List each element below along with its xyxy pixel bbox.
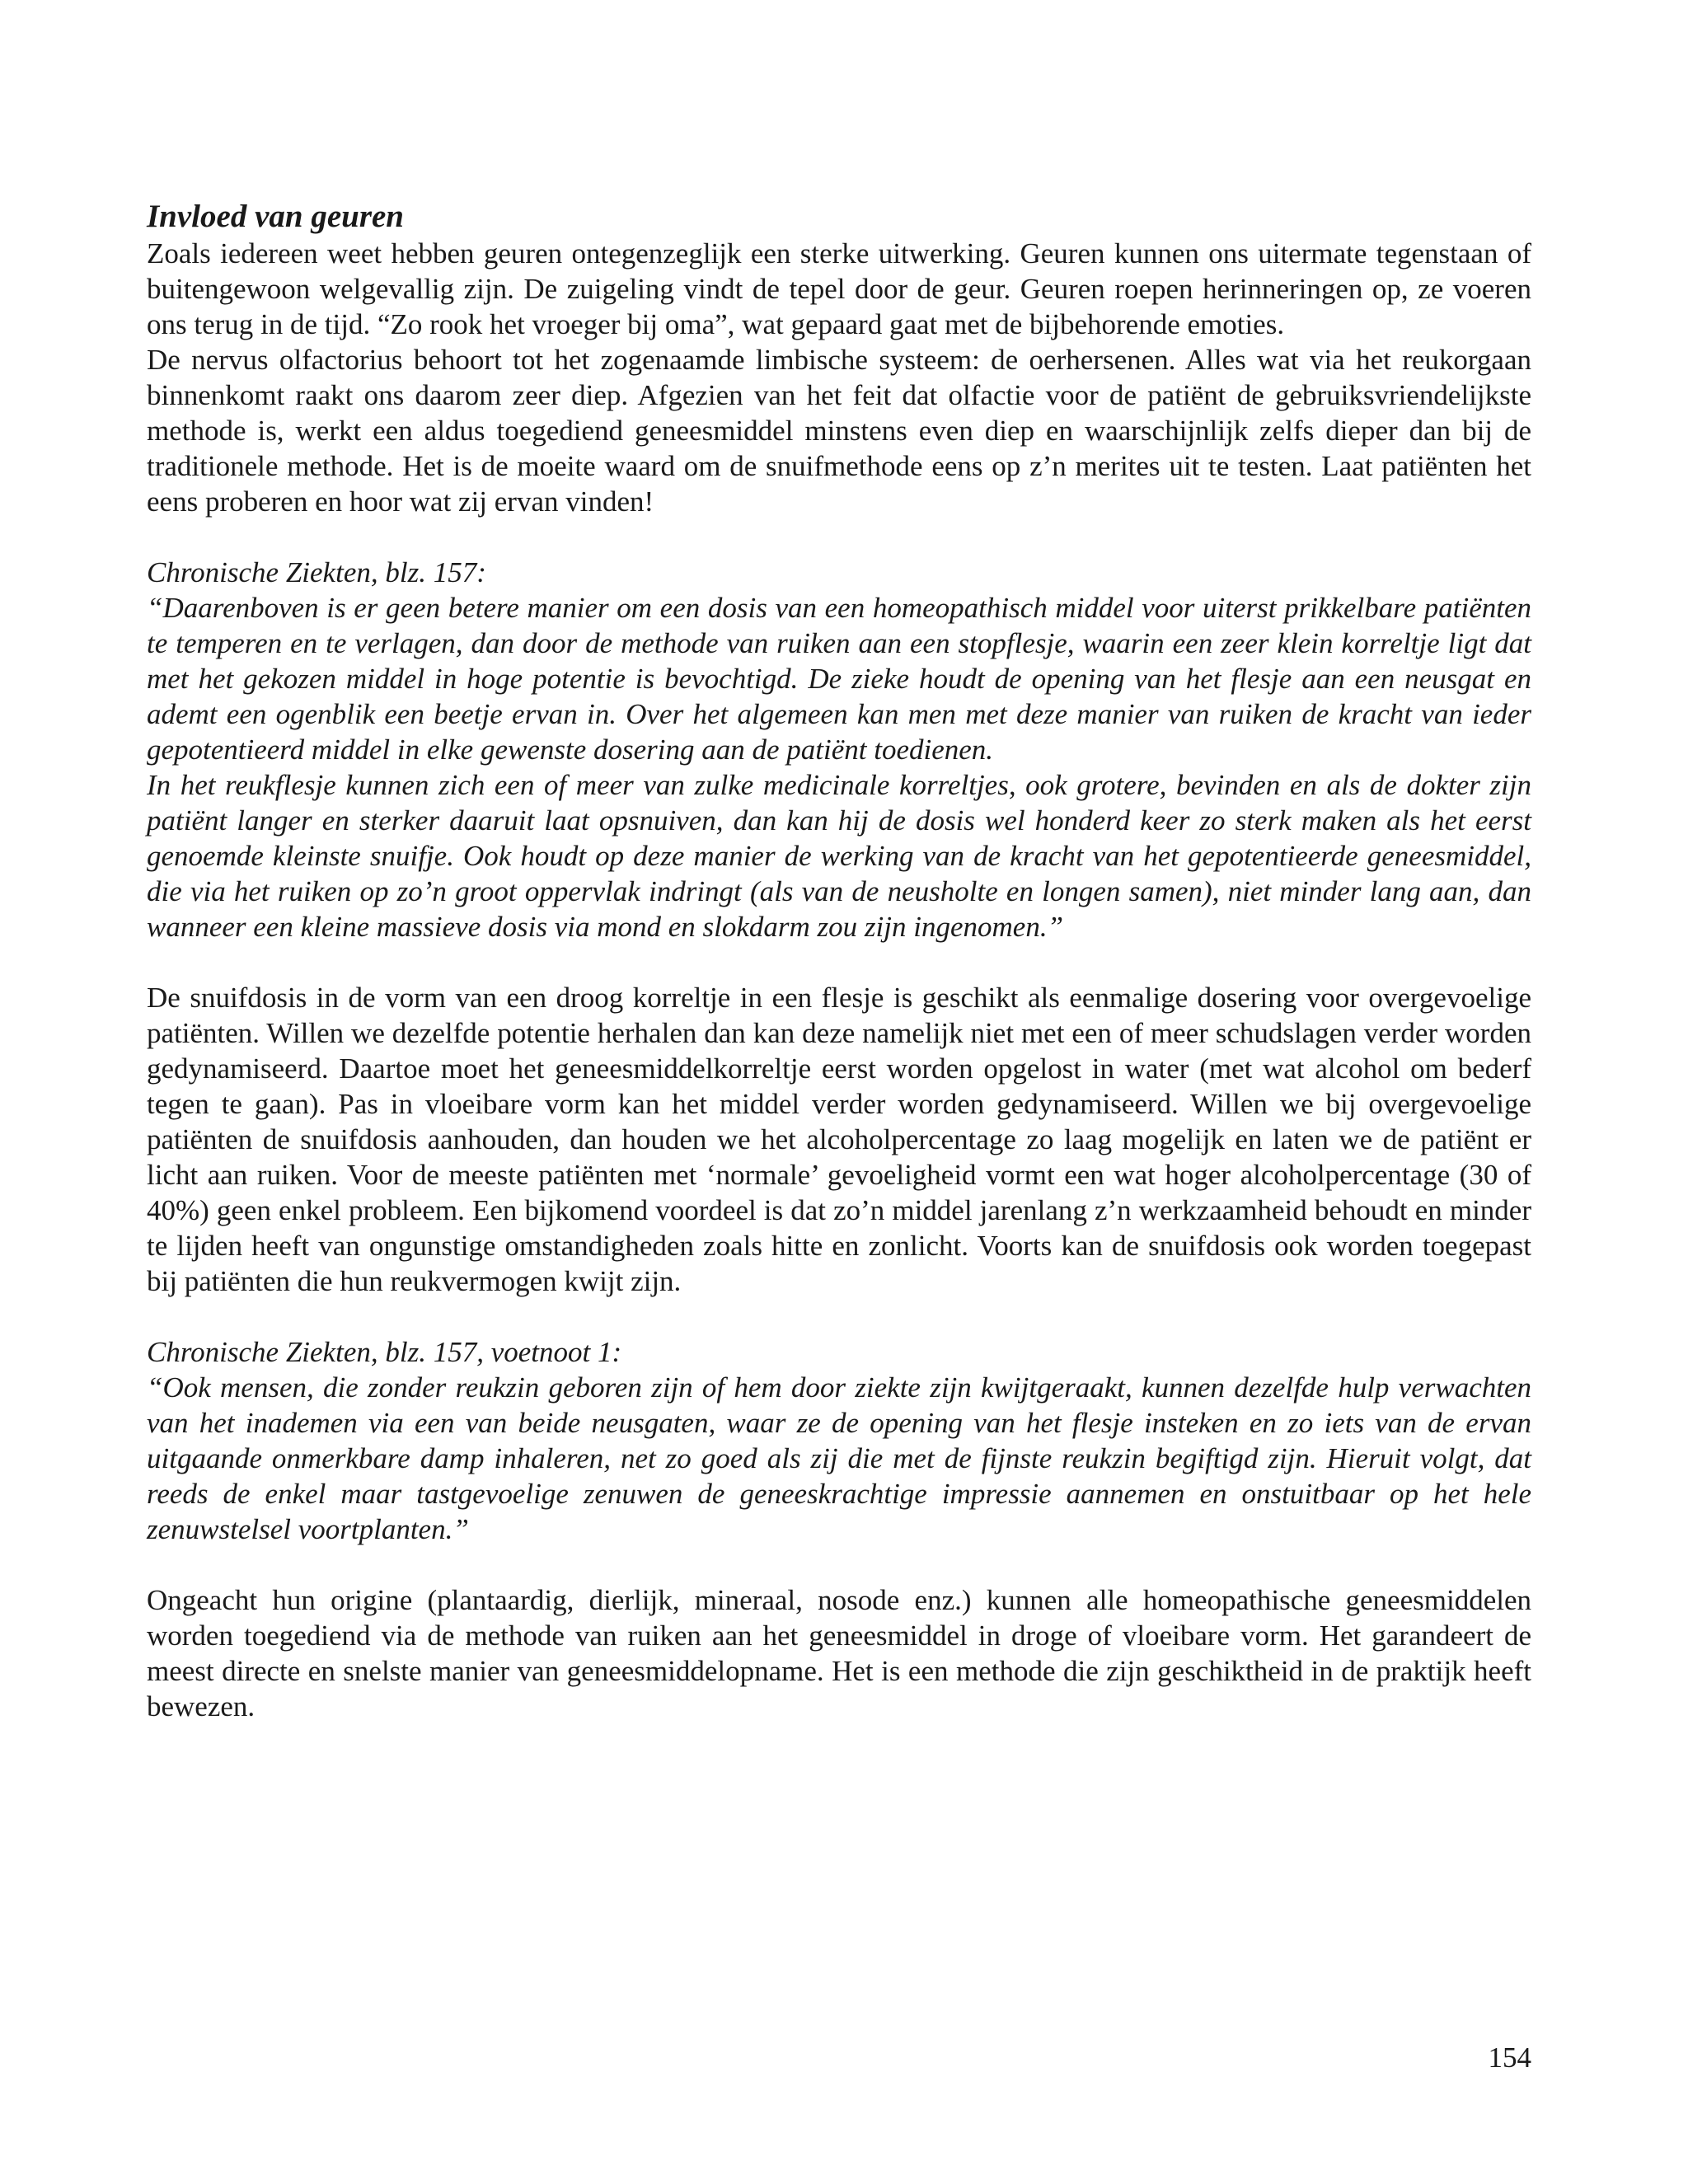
body-paragraph-2: Ongeacht hun origine (plantaardig, dierlijk, mineraal, nosode enz.) kunnen alle homeopathische geneesmiddelen worden toegediend via de methode van ruiken aan het geneesmiddel in droge of vloeibare vorm. Het garandeert de meest directe en snelste manier van geneesmiddelopname. Het is een methode die zijn geschiktheid in de praktijk heeft bewezen.	[147, 1584, 1531, 1722]
quote-1-part-b: In het reukflesje kunnen zich een of meer van zulke medicinale korreltjes, ook grotere, bevinden en als de dokter zijn patiënt langer en sterker daaruit laat opsnuiven, dan kan hij de dosis wel honderd keer zo sterk maken als het eerst genoemde kleinste snuifje. Ook houdt op deze manier de werking van de kracht van het gepotentieerde geneesmiddel, die via het ruiken op zo’n groot oppervlak indringt (als van de neusholte en longen samen), niet minder lang aan, dan wanneer een kleine massieve dosis via mond en slokdarm zou zijn ingenomen.”	[147, 769, 1531, 943]
page-content	[147, 198, 1531, 1724]
citation-source-1: Chronische Ziekten, blz. 157:	[147, 556, 486, 588]
intro-paragraph-1: Zoals iedereen weet hebben geuren ontegenzeglijk een sterke uitwerking. Geuren kunnen ons uitermate tegenstaan of buitengewoon welgevallig zijn. De zuigeling vindt de tepel door de geur. Geuren roepen herinneringen op, ze voeren ons terug in de tijd. “Zo rook het vroeger bij oma”, wat gepaard gaat met de bijbehorende emoties.	[147, 237, 1531, 340]
quote-1-part-a: “Daarenboven is er geen betere manier om een dosis van een homeopathisch middel voor uiterst prikkelbare patiënten te temperen en te verlagen, dan door de methode van ruiken aan een stopflesje, waarin een zeer klein korreltje ligt dat met het gekozen middel in hoge potentie is bevochtigd. De zieke houdt de opening van het flesje aan een neusgat en ademt een ogenblik een beetje ervan in. Over het algemeen kan men met deze manier van ruiken de kracht van ieder gepotentieerd middel in elke gewenste dosering aan de patiënt toedienen.	[147, 592, 1531, 766]
page-number: 154	[1488, 2041, 1531, 2074]
quote-2: “Ook mensen, die zonder reukzin geboren zijn of hem door ziekte zijn kwijtgeraakt, kunnen dezelfde hulp verwachten van het inademen via een van beide neusgaten, waar ze de opening van het flesje insteken en zo iets van de ervan uitgaande onmerkbare damp inhaleren, net zo goed als zij die met de fijnste reukzin begiftigd zijn. Hieruit volgt, dat reeds de enkel maar tastgevoelige zenuwen de geneeskrachtige impressie aannemen en onstuitbaar op het hele zenuwstelsel voortplanten.”	[147, 1371, 1531, 1545]
citation-source-2: Chronische Ziekten, blz. 157, voetnoot 1:	[147, 1336, 622, 1368]
body-paragraph-1: De snuifdosis in de vorm van een droog korreltje in een flesje is geschikt als eenmalige dosering voor overgevoelige patiënten. Willen we dezelfde potentie herhalen dan kan deze namelijk niet met een of meer schudslagen verder worden gedynamiseerd. Daartoe moet het geneesmiddelkorreltje eerst worden opgelost in water (met wat alcohol om bederf tegen te gaan). Pas in vloeibare vorm kan het middel verder worden gedynamiseerd. Willen we bij overgevoelige patiënten de snuifdosis aanhouden, dan houden we het alcoholpercentage zo laag mogelijk en laten we de patiënt er licht aan ruiken. Voor de meeste patiënten met ‘normale’ gevoeligheid vormt een wat hoger alcoholpercentage (30 of 40%) geen enkel probleem. Een bijkomend voordeel is dat zo’n middel jarenlang z’n werkzaamheid behoudt en minder te lijden heeft van ongunstige omstandigheden zoals hitte en zonlicht. Voorts kan de snuifdosis ook worden toegepast bij patiënten die hun reukvermogen kwijt zijn.	[147, 982, 1531, 1297]
section-title: Invloed van geuren	[147, 199, 404, 234]
intro-paragraph-2: De nervus olfactorius behoort tot het zogenaamde limbische systeem: de oerhersenen. Alles wat via het reukorgaan binnenkomt raakt ons daarom zeer diep. Afgezien van het feit dat olfactie voor de patiënt de gebruiksvriendelijkste methode is, werkt een aldus toegediend geneesmiddel minstens even diep en waarschijnlijk zelfs dieper dan bij de traditionele methode. Het is de moeite waard om de snuifmethode eens op z’n merites uit te testen. Laat patiënten het eens proberen en hoor wat zij ervan vinden!	[147, 344, 1531, 518]
